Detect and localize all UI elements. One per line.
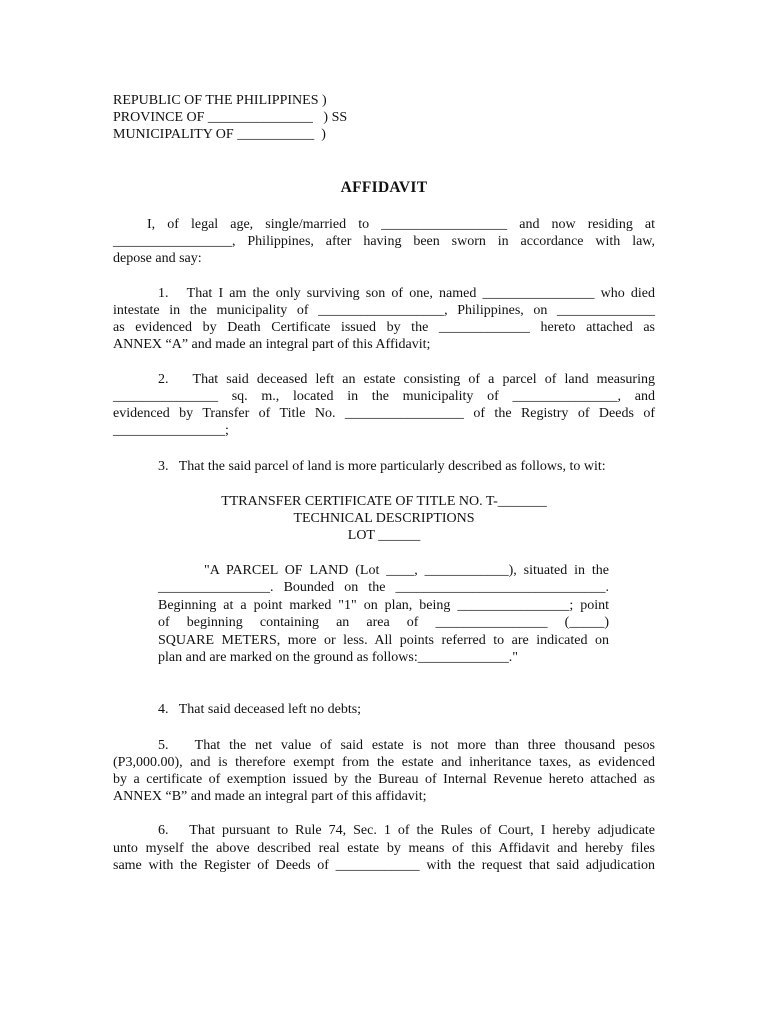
technical-descriptions-heading: TECHNICAL DESCRIPTIONS (293, 511, 475, 526)
para6-line-3: same with the Register of Deeds of ____________ with the request that said adjudication (113, 858, 655, 873)
intro-line-3: depose and say: (113, 251, 202, 266)
para2-line-4: ________________; (113, 423, 229, 438)
para1-line-3: as evidenced by Death Certificate issued by the _____________ hereto attached as (113, 320, 655, 335)
para5-line-1: 5. That the net value of said estate is not more than three thousand pesos (158, 738, 655, 753)
para1-line-1: 1. That I am the only surviving son of one, named ________________ who died (158, 286, 655, 301)
para6-line-1: 6. That pursuant to Rule 74, Sec. 1 of the Rules of Court, I hereby adjudicate (158, 823, 655, 838)
para5-line-4: ANNEX “B” and made an integral part of this affidavit; (113, 789, 427, 804)
parcel-line-1: "A PARCEL OF LAND (Lot ____, ____________), situated in the (204, 563, 609, 578)
caption-republic: REPUBLIC OF THE PHILIPPINES ) (113, 93, 327, 108)
parcel-line-3: Beginning at a point marked "1" on plan, being ________________; point (158, 598, 609, 613)
para2-line-3: evidenced by Transfer of Title No. _________________ of the Registry of Deeds of (113, 406, 655, 421)
para2-line-1: 2. That said deceased left an estate consisting of a parcel of land measuring (158, 372, 655, 387)
lot-heading: LOT ______ (347, 528, 421, 543)
parcel-line-5: SQUARE METERS, more or less. All points referred to are indicated on (158, 633, 609, 648)
para5-line-2: (P3,000.00), and is therefore exempt from the estate and inheritance taxes, as evidenced (113, 755, 655, 770)
parcel-line-6: plan and are marked on the ground as follows:_____________." (158, 650, 518, 665)
parcel-line-4: of beginning containing an area of ________________ (_____) (158, 615, 609, 630)
parcel-line-2: ________________. Bounded on the ______________________________. (158, 580, 609, 595)
para3-line-1: 3. That the said parcel of land is more particularly described as follows, to wit: (158, 459, 606, 474)
caption-province: PROVINCE OF _______________ ) SS (113, 110, 348, 125)
para4-line-1: 4. That said deceased left no debts; (158, 702, 362, 717)
para1-line-2: intestate in the municipality of __________________, Philippines, on ______________ (113, 303, 655, 318)
intro-line-2: _________________, Philippines, after having been sworn in accordance with law, (113, 234, 655, 249)
para5-line-3: by a certificate of exemption issued by the Bureau of Internal Revenue hereto attached as (113, 772, 655, 787)
document-title: AFFIDAVIT (340, 179, 428, 196)
intro-line-1: I, of legal age, single/married to __________________ and now residing at (147, 217, 655, 232)
para2-line-2: _______________ sq. m., located in the municipality of _______________, and (113, 389, 655, 404)
tct-heading: TTRANSFER CERTIFICATE OF TITLE NO. T-_______ (221, 494, 547, 509)
caption-municipality: MUNICIPALITY OF ___________ ) (113, 127, 326, 142)
para1-line-4: ANNEX “A” and made an integral part of this Affidavit; (113, 337, 431, 352)
para6-line-2: unto myself the above described real estate by means of this Affidavit and hereby files (113, 841, 655, 856)
